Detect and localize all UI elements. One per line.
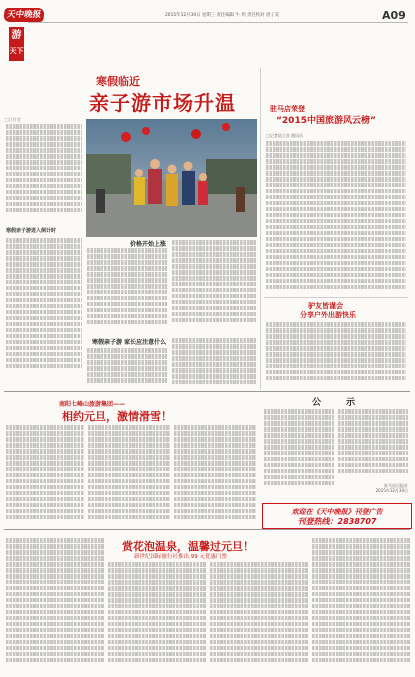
photo-caption: 寒假亲子游进入倒计时 <box>6 228 57 234</box>
notice-box <box>260 393 410 503</box>
bottom-ad-body-2 <box>108 562 206 668</box>
main-headline: 亲子游市场升温 <box>89 91 236 115</box>
bottom-ad-body-4 <box>312 538 410 668</box>
column-rule-right <box>260 68 261 390</box>
notice-box-body-left <box>264 409 334 491</box>
side-byline: □记者陆立彦 通讯员 <box>266 133 304 138</box>
main-body-left <box>6 124 82 224</box>
notice-box-title-1: 公 <box>312 398 322 408</box>
main-body-col4 <box>87 348 167 388</box>
ski-ad-headline: 相约元旦，激情滑雪！ <box>62 410 172 423</box>
notice-box-title-2: 示 <box>346 398 356 408</box>
notice-body <box>266 322 406 384</box>
main-body-col2 <box>87 248 167 332</box>
main-body-col5 <box>172 338 257 388</box>
side-headline: “2015中国旅游风云榜” <box>276 116 376 126</box>
ski-ad-body-2 <box>88 425 170 523</box>
notice-box-signature: 驻马店日报社 2015年12月30日 <box>375 483 408 493</box>
notice-headline-2: 分享户外出游快乐 <box>300 311 356 319</box>
bottom-ad-body-1 <box>6 538 104 668</box>
section-tag <box>9 27 24 61</box>
section-tag-2: 天下 <box>9 47 24 55</box>
main-photo <box>86 119 257 237</box>
ski-ad-body-3 <box>174 425 256 523</box>
ski-ad <box>4 395 259 527</box>
bottom-ad <box>4 532 410 673</box>
page-number: A09 <box>382 9 406 22</box>
side-divider <box>264 297 408 298</box>
hotline-line-1: 欢迎在《天中晚报》刊登广告 <box>291 508 383 516</box>
header-rule <box>28 22 408 23</box>
tourists-photo-illustration <box>86 119 257 237</box>
notice-headline-1: 驴友皆谨会 <box>308 302 343 310</box>
ski-ad-top: 南阳七峰山旅游集团—— <box>59 401 126 408</box>
bottom-ad-subtitle: 新世纪国际旅行社推出 99 元优惠门票 <box>134 554 227 560</box>
lower-page-rule <box>4 529 410 530</box>
main-body-col3 <box>172 240 257 336</box>
section-tag-1: 游 <box>11 30 22 41</box>
subhead-advice: 寒假亲子游 家长应注意什么 <box>92 339 167 346</box>
hotline-line-2: 刊登热线：2838707 <box>297 517 377 526</box>
main-kicker: 寒假临近 <box>96 75 140 88</box>
bottom-ad-body-3 <box>210 562 308 668</box>
notice-box-body-right <box>338 409 408 481</box>
subhead-price: 价格开始上涨 <box>130 241 167 248</box>
brand-logo <box>3 8 45 22</box>
side-kicker: 驻马店荣登 <box>270 105 305 113</box>
main-byline: □江竹君 <box>5 117 21 122</box>
masthead <box>0 0 415 58</box>
hotline-ad <box>262 503 412 529</box>
header-meta: 2015年12月30日 星期三 责任编辑 牛 玥 责任校对 唐子美 <box>165 13 280 18</box>
main-body-col1 <box>6 238 82 386</box>
brand-name: 天中晚报 <box>6 10 42 20</box>
bottom-ad-title: 赏花泡温泉，温馨过元旦！ <box>122 540 254 553</box>
side-body <box>266 141 406 295</box>
ski-ad-body-1 <box>6 425 84 523</box>
mid-page-rule <box>4 391 410 392</box>
